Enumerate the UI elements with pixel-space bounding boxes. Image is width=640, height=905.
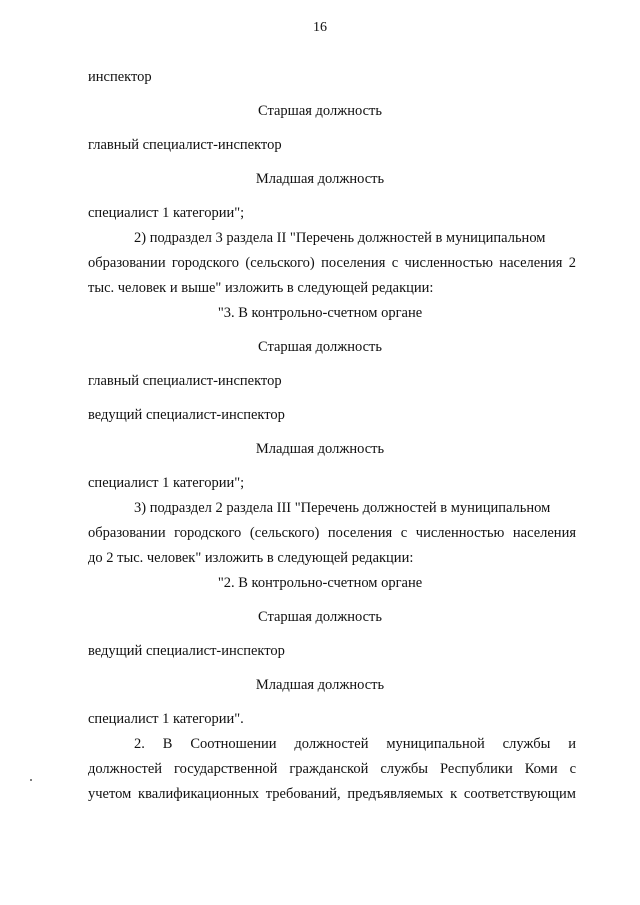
- paragraph-line: учетом квалификационных требований, предъявляемых к соответствующим: [88, 786, 576, 802]
- text-line: специалист 1 категории";: [88, 205, 245, 221]
- text-line: главный специалист-инспектор: [88, 373, 282, 389]
- paragraph-line: должностей государственной гражданской службы Республики Коми с: [88, 761, 576, 777]
- text-line: ведущий специалист-инспектор: [88, 643, 285, 659]
- paragraph-line: 3) подраздел 2 раздела III "Перечень должностей в муниципальном: [134, 500, 551, 516]
- page-number: 16: [313, 20, 327, 35]
- section-heading: "3. В контрольно-счетном органе: [217, 305, 423, 321]
- text-line: главный специалист-инспектор: [88, 137, 282, 153]
- paragraph-line: 2) подраздел 3 раздела II "Перечень должностей в муниципальном: [134, 230, 546, 246]
- section-heading: "2. В контрольно-счетном органе: [217, 575, 423, 591]
- paragraph-line: образовании городского (сельского) поселения с численностью населения: [88, 525, 576, 541]
- section-heading: Старшая должность: [257, 339, 383, 355]
- paragraph-line: до 2 тыс. человек" изложить в следующей редакции:: [88, 550, 414, 566]
- text-line: инспектор: [88, 69, 152, 85]
- section-heading: Старшая должность: [257, 609, 383, 625]
- paragraph-line: образовании городского (сельского) поселения с численностью населения 2: [88, 255, 576, 271]
- text-line: ведущий специалист-инспектор: [88, 407, 285, 423]
- margin-dot: [30, 779, 32, 781]
- section-heading: Младшая должность: [255, 677, 385, 693]
- paragraph-line: тыс. человек и выше" изложить в следующей редакции:: [88, 280, 434, 296]
- text-line: специалист 1 категории".: [88, 711, 244, 727]
- paragraph-line: 2. В Соотношении должностей муниципальной службы и: [134, 736, 576, 752]
- section-heading: Старшая должность: [257, 103, 383, 119]
- text-line: специалист 1 категории";: [88, 475, 245, 491]
- section-heading: Младшая должность: [255, 441, 385, 457]
- section-heading: Младшая должность: [255, 171, 385, 187]
